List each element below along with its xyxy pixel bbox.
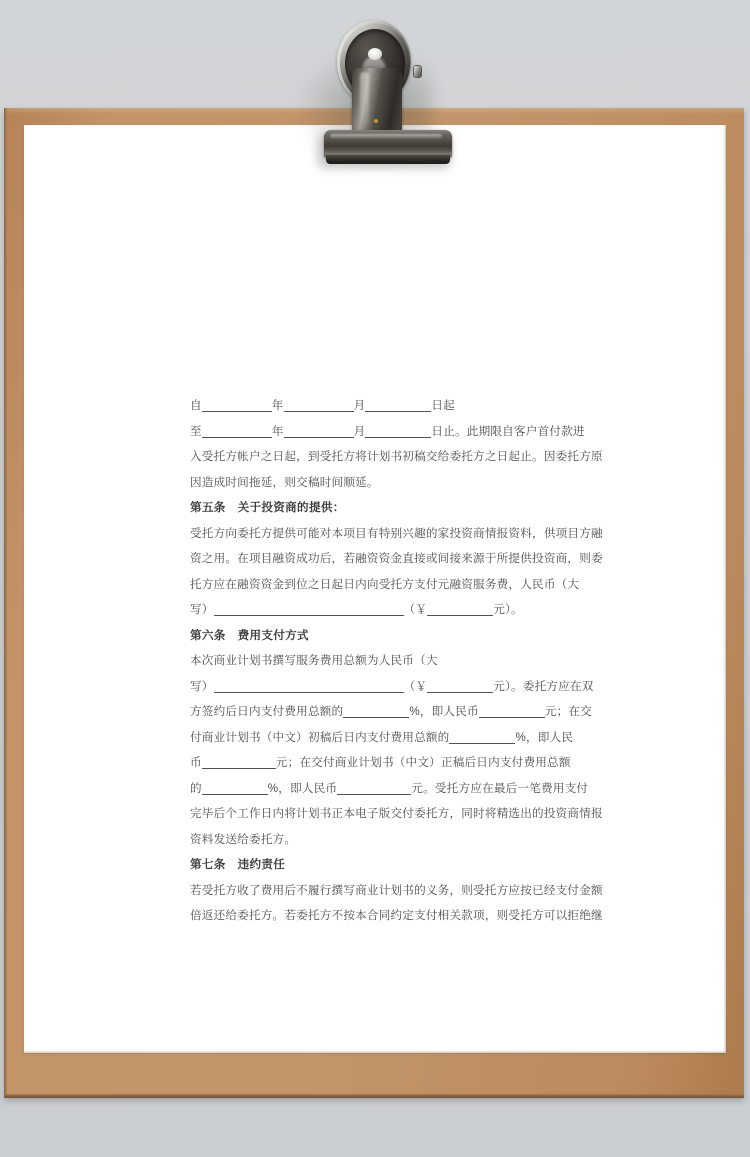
clause6-line-1 [190,648,610,674]
text-run: 完毕后个工作日内将计划书正本电子版交付委托方，同时将精选出的投资商情报 [190,807,603,820]
text-run: 若受托方收了费用后不履行撰写商业计划书的义务，则受托方应按已经支付金额 [190,883,603,897]
text-run: 日止。此期限自客户首付款进 [431,424,585,438]
clause6-line-8 [190,827,610,853]
fill-in-blank[interactable] [202,425,272,438]
line-date-from [190,393,610,419]
line-term-3 [190,470,610,496]
text-run: 资料发送给委托方。 [190,832,297,846]
text-run: 月 [353,424,366,438]
text-run: 入受托方帐户之日起，到受托方将计划书初稿交给委托方之日起止。因委托方原 [190,450,603,463]
fill-in-blank[interactable] [449,731,515,744]
text-run: 的 [190,781,202,795]
clipboard-bottom-edge [4,1094,744,1098]
text-run: 付商业计划书（中文）初稿后日内支付费用总额的 [190,730,450,744]
clause6-line-4 [190,725,610,751]
text-run: （￥ [403,679,428,693]
text-run: 年 [271,399,284,412]
fill-in-blank[interactable] [284,425,354,438]
clause5-line-3 [190,572,610,598]
clip-pivot-icon [413,65,422,78]
fill-in-blank[interactable] [343,705,409,718]
text-run: 日起 [431,399,455,412]
clause6-line-6 [190,776,610,802]
clipboard-left-edge [4,108,7,1098]
text-run: %，即人民 [515,730,574,744]
clause7-line-2 [190,903,610,929]
heading-clause-5 [190,495,610,521]
clause6-line-2 [190,674,610,700]
fill-in-blank[interactable] [202,399,272,412]
clause6-line-7 [190,801,610,827]
text-run: 币 [190,756,202,769]
fill-in-blank[interactable] [365,425,431,438]
clipboard-clip[interactable] [290,18,470,178]
text-run: 至 [190,424,202,438]
clip-bar-highlight [330,134,442,139]
text-run: 方签约后日内支付费用总额的 [190,705,344,718]
clause5-line-4 [190,597,610,623]
fill-in-blank[interactable] [427,603,493,616]
text-run: 第五条 关于投资商的提供： [190,501,345,514]
text-run: 受托方向委托方提供可能对本项目有特别兴趣的家投资商情报资料，供项目方融 [190,526,603,540]
text-run: %，即人民币 [409,705,479,718]
clause5-line-1 [190,521,610,547]
document-paper-sheet [24,125,726,1053]
clip-neck-highlight [360,72,369,126]
text-run: 年 [271,424,284,438]
text-run: 月 [353,399,366,412]
text-run: 元）。委托方应在双 [493,679,594,693]
fill-in-blank[interactable] [284,399,354,412]
fill-in-blank[interactable] [337,782,411,795]
clause7-line-1 [190,878,610,904]
clause6-line-5 [190,750,610,776]
heading-clause-7 [190,852,610,878]
fill-in-blank[interactable] [214,603,404,616]
text-run: 元；在交付商业计划书（中文）正稿后日内支付费用总额 [275,756,571,769]
clause5-line-2 [190,546,610,572]
text-run: %，即人民币 [267,781,338,795]
line-date-to [190,419,610,445]
text-run: （￥ [403,603,428,616]
fill-in-blank[interactable] [427,680,493,693]
text-run: 元；在交 [544,705,592,718]
text-run: 元。受托方应在最后一笔费用支付 [411,781,589,795]
fill-in-blank[interactable] [365,399,431,412]
fill-in-blank[interactable] [214,680,404,693]
text-run: 倍返还给委托方。若委托方不按本合同约定支付相关款项，则受托方可以拒绝继 [190,909,603,922]
fill-in-blank[interactable] [479,705,545,718]
clause6-line-3 [190,699,610,725]
fill-in-blank[interactable] [202,756,276,769]
text-run: 写） [190,603,214,616]
text-run: 第六条 费用支付方式 [190,628,309,642]
fill-in-blank[interactable] [202,782,268,795]
text-run: 托方应在融资资金到位之日起日内向受托方支付元融资服务费，人民币（大 [190,577,580,591]
text-run: 第七条 违约责任 [190,858,286,871]
contract-text-body [190,393,610,929]
text-run: 因造成时间拖延，则交稿时间顺延。 [190,475,379,489]
clip-bar-lip [326,155,450,164]
clip-neck-speck [374,119,378,123]
clip-disc-hole-icon [368,48,382,60]
line-term-2 [190,444,610,470]
text-run: 写） [190,679,214,693]
text-run: 本次商业计划书撰写服务费用总额为人民币（大 [190,654,438,667]
text-run: 自 [190,399,202,412]
text-run: 元）。 [493,603,523,616]
text-run: 资之用。在项目融资成功后，若融资资金直接或间接来源于所提供投资商，则委 [190,552,603,565]
heading-clause-6 [190,623,610,649]
